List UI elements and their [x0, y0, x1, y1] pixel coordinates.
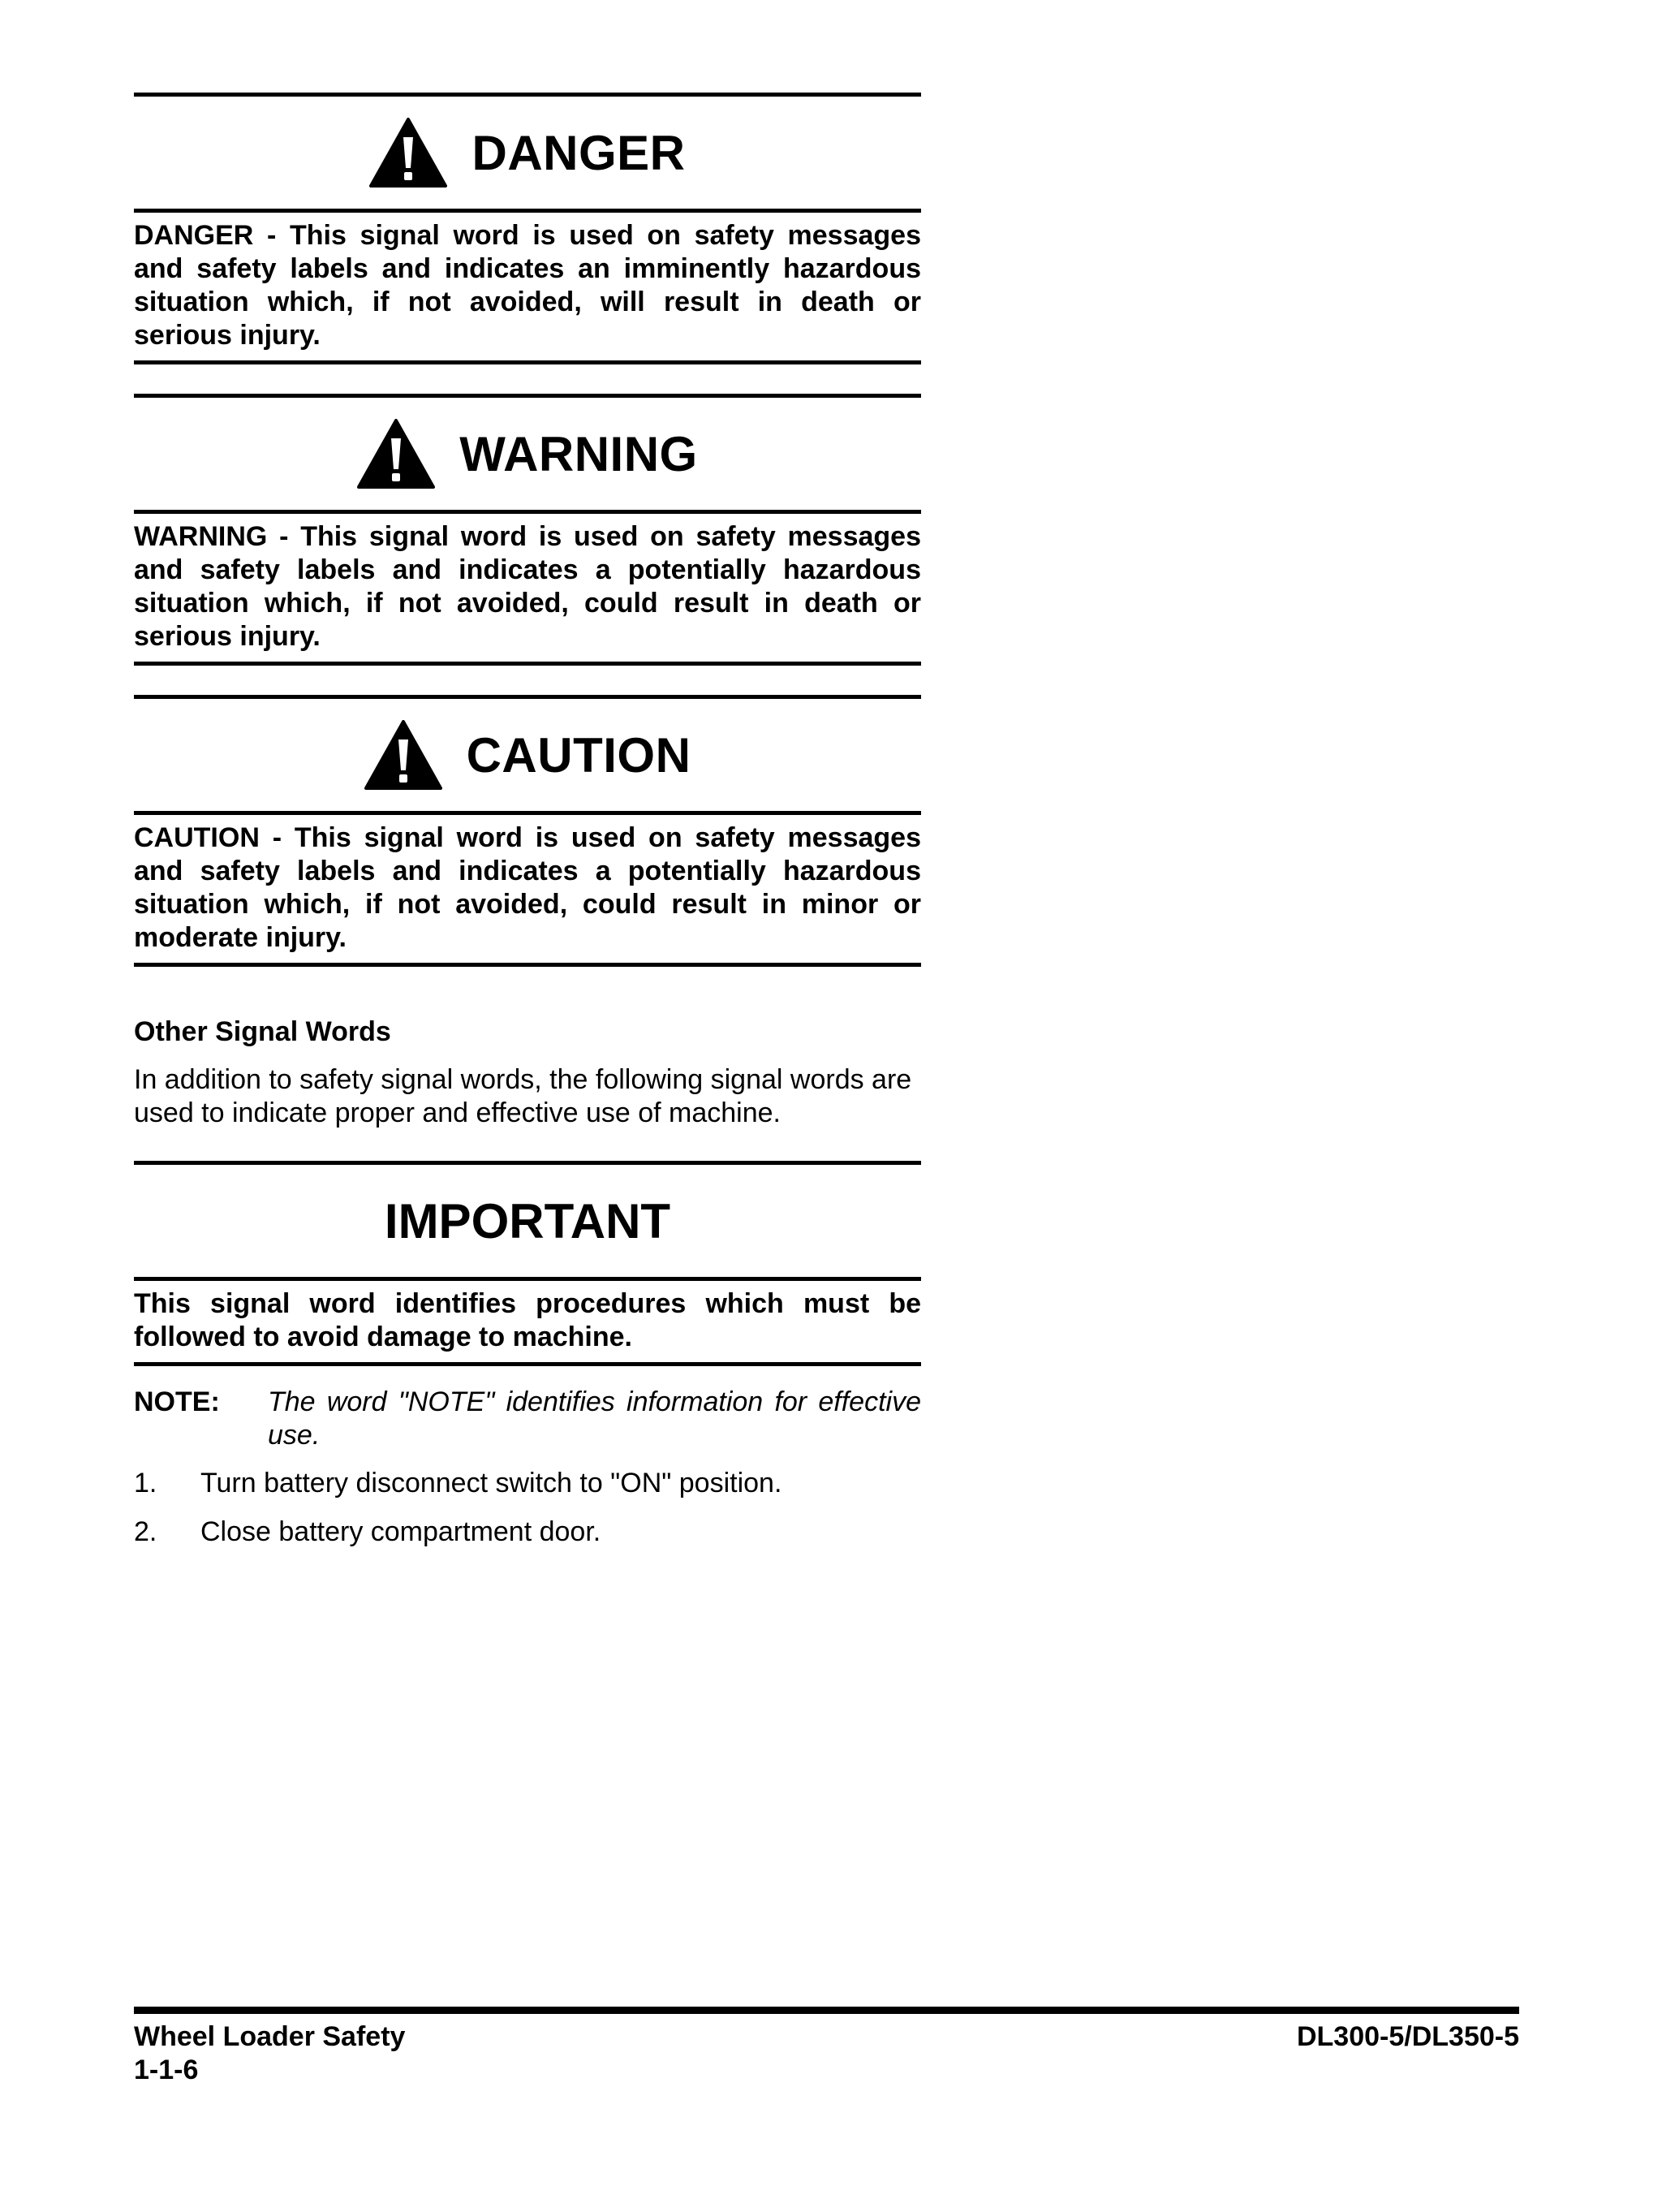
- note-text: The word "NOTE" identifies information for effective use.: [268, 1386, 921, 1451]
- warning-header: [134, 398, 921, 514]
- list-item: [134, 1467, 921, 1500]
- important-block: [134, 1161, 921, 1366]
- important-header: [134, 1165, 921, 1281]
- page-content: [134, 93, 921, 1564]
- step-text: Turn battery disconnect switch to "ON" position.: [200, 1468, 782, 1498]
- caution-block: [134, 695, 921, 967]
- danger-block: [134, 93, 921, 364]
- important-description: This signal word identifies procedures which must be followed to avoid damage to machine.: [134, 1288, 921, 1352]
- other-signal-words-heading: Other Signal Words: [134, 1016, 391, 1047]
- step-list: [134, 1467, 921, 1549]
- warning-triangle-icon: [369, 118, 447, 188]
- step-number: 2.: [134, 1516, 157, 1547]
- note: [134, 1386, 921, 1452]
- danger-description: DANGER - This signal word is used on safety messages and safety labels and indicates an imminently hazardous situation which, if not avoided, will result in death or serious injury.: [134, 220, 921, 351]
- warning-triangle-icon: [364, 720, 442, 790]
- warning-block: [134, 394, 921, 666]
- caution-header: [134, 699, 921, 815]
- page-footer: [134, 2007, 1519, 2087]
- footer-model: DL300-5/DL350-5: [1296, 2021, 1519, 2052]
- caution-title: CAUTION: [466, 727, 691, 783]
- note-label: NOTE:: [134, 1386, 220, 1417]
- step-number: 1.: [134, 1468, 157, 1498]
- warning-description: WARNING - This signal word is used on safety messages and safety labels and indicates a potentially hazardous situation which, if not avoided, could result in death or serious injury.: [134, 521, 921, 652]
- footer-page-number: 1-1-6: [134, 2055, 199, 2085]
- footer-section-title: Wheel Loader Safety: [134, 2021, 406, 2052]
- list-item: [134, 1516, 921, 1549]
- caution-description: CAUTION - This signal word is used on safety messages and safety labels and indicates a potentially hazardous situation which, if not avoided, could result in minor or moderate injury.: [134, 822, 921, 953]
- important-title: IMPORTANT: [384, 1193, 671, 1248]
- footer-page-row: [134, 2054, 1519, 2087]
- footer-row: [134, 2020, 1519, 2054]
- other-signal-words-text: In addition to safety signal words, the following signal words are used to indicate proper and effective use of machine.: [134, 1064, 912, 1128]
- danger-title: DANGER: [471, 125, 686, 180]
- step-text: Close battery compartment door.: [200, 1516, 601, 1547]
- warning-triangle-icon: [357, 419, 435, 489]
- warning-title: WARNING: [459, 426, 698, 481]
- danger-header: [134, 97, 921, 213]
